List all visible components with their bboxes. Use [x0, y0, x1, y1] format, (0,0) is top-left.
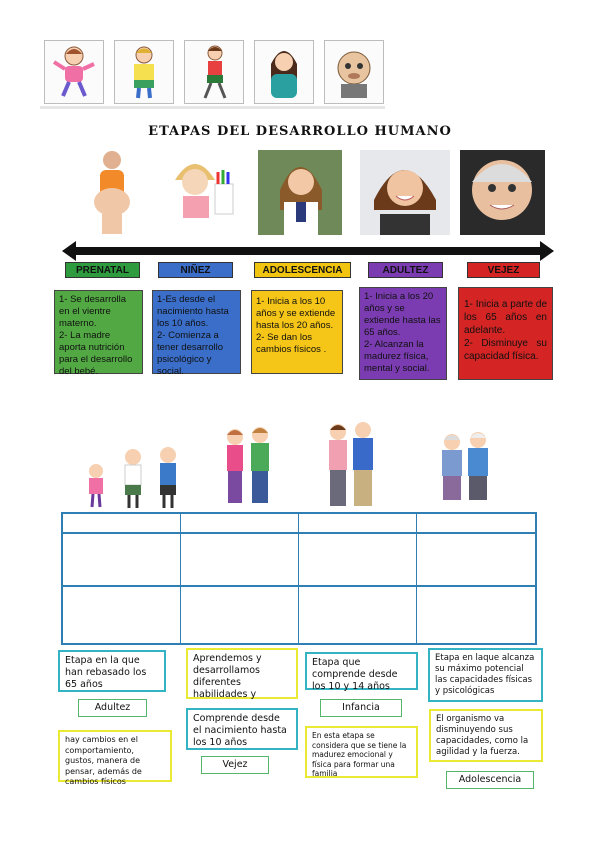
grid-cell[interactable]	[181, 534, 299, 587]
grid-cell[interactable]	[181, 587, 299, 643]
stage-label-vejez: VEJEZ	[467, 262, 540, 278]
grid-cell[interactable]	[299, 534, 417, 587]
prenatal-photo	[65, 150, 150, 235]
description-card[interactable]: Etapa en laque alcanza su máximo potencial las capacidades físicas y psicológicas	[428, 648, 543, 702]
grid-cell[interactable]	[299, 587, 417, 643]
children-illustration	[78, 445, 188, 510]
stage-label-adolescencia: ADOLESCENCIA	[254, 262, 351, 278]
adultez-photo	[360, 150, 450, 235]
grid-cell[interactable]	[417, 534, 535, 587]
stage-box-vejez: 1- Inicia a parte de los 65 años en adelante. 2- Disminuye su capacidad física.	[458, 287, 553, 380]
description-card[interactable]: Comprende desde el nacimiento hasta los 10 años	[186, 708, 298, 750]
description-card[interactable]: El organismo va disminuyendo sus capacidades, como la agilidad y la fuerza.	[429, 709, 543, 762]
label-card-adultez[interactable]: Adultez	[78, 699, 147, 717]
ninez-photo	[158, 150, 243, 235]
description-card[interactable]: Etapa que comprende desde los 10 y 14 años	[305, 652, 418, 690]
timeline-arrow	[62, 241, 554, 261]
stage-label-adultez: ADULTEZ	[368, 262, 443, 278]
stage-box-ninez: 1-Es desde el nacimiento hasta los 10 años. 2- Comienza a tener desarrollo psicológico y social.	[152, 290, 241, 374]
teens-illustration	[218, 425, 278, 507]
description-card[interactable]: hay cambios en el comportamiento, gustos, manera de pensar, además de cambios físicos	[58, 730, 172, 782]
stage-label-ninez: NIÑEZ	[158, 262, 233, 278]
stage-label-prenatal: PRENATAL	[65, 262, 140, 278]
grid-cell[interactable]	[63, 534, 181, 587]
child-dancing-icon	[44, 40, 104, 104]
child-standing-icon	[114, 40, 174, 104]
page-title: ETAPAS DEL DESARROLLO HUMANO	[148, 124, 452, 139]
description-card[interactable]: En esta etapa se considera que se tiene la madurez emocional y física para formar una familia	[305, 726, 418, 778]
adult-woman-icon	[254, 40, 314, 104]
stage-box-adolescencia: 1- Inicia a los 10 años y se extiende hasta los 20 años. 2- Se dan los cambios físicos .	[251, 290, 343, 374]
stage-box-prenatal: 1- Se desarrolla en el vientre materno. 2- La madre aporta nutrición para el desarrollo del bebé.	[54, 290, 143, 374]
stage-box-adultez: 1- Inicia a los 20 años y se extiende hasta las 65 años. 2- Alcanzan la madurez física, mental y social.	[359, 287, 447, 380]
stage-icon-strip	[44, 40, 384, 110]
grid-cell[interactable]	[181, 514, 299, 534]
grid-cell[interactable]	[63, 514, 181, 534]
worksheet-grid	[61, 512, 537, 645]
grid-cell[interactable]	[63, 587, 181, 643]
adults-illustration	[322, 420, 380, 508]
grid-cell[interactable]	[417, 514, 535, 534]
elderly-illustration	[432, 430, 500, 502]
label-card-vejez[interactable]: Vejez	[201, 756, 269, 774]
vejez-photo	[460, 150, 545, 235]
elderly-man-icon	[324, 40, 384, 104]
grid-cell[interactable]	[417, 587, 535, 643]
label-card-infancia[interactable]: Infancia	[320, 699, 402, 717]
description-card[interactable]: Aprendemos y desarrollamos diferentes habilidades y	[186, 648, 298, 699]
description-card[interactable]: Etapa en la que han rebasado los 65 años	[58, 650, 166, 692]
label-card-adolescencia[interactable]: Adolescencia	[446, 771, 534, 789]
adolescencia-photo	[258, 150, 342, 235]
grid-cell[interactable]	[299, 514, 417, 534]
strip-divider	[40, 106, 385, 109]
teen-walking-icon	[184, 40, 244, 104]
